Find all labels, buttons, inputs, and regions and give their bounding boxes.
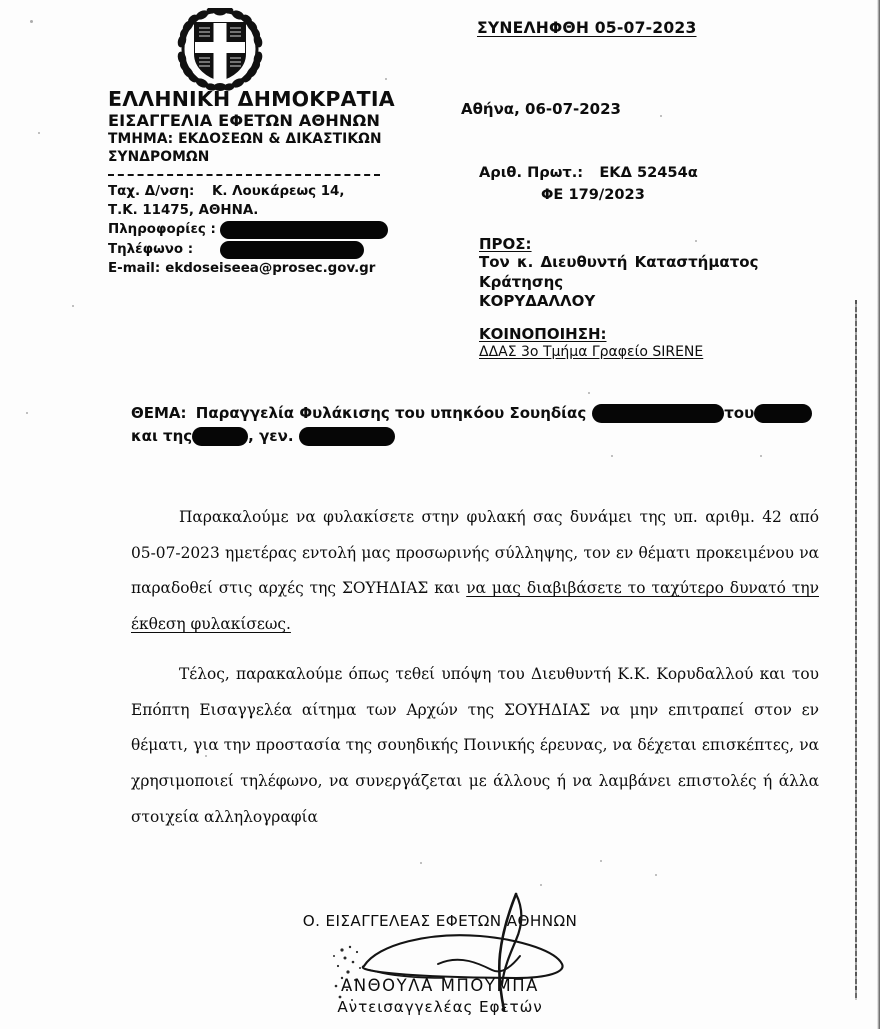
redaction-bar-subject-father [754,404,812,423]
body-paragraph-1-text: Παρακαλούμε να φυλακίσετε στην φυλακή σας δυνάμει της υπ. αριθμ. 42 από 05-07-2023 ημετέρας εντολή μας προσωρινής σύλληψης, τον εν θέματι προκειμένου να παραδοθεί στις αρχές της ΣΟΥΗΔΙΑΣ και [131,508,819,598]
contact-email-label: E-mail: [108,261,161,277]
scan-speck [385,78,387,80]
cc-line1: ΔΔΑΣ 3ο Τμήμα Γραφείο SIRENE [479,344,704,360]
subject-text-part3: και της [131,427,193,446]
contact-email-row [108,259,408,278]
address-postal-row [108,201,408,220]
subject-text-part4: , γεν. [248,427,294,446]
body-paragraph-2: Τέλος, παρακαλούμε όπως τεθεί υπόψη του Διευθυντή Κ.Κ. Κορυδαλλού και του Επόπτη Εισαγγελέα αίτημα των Αρχών της ΣΟΥΗΔΙΑΣ να μην επιτραπεί στον εν θέματι, για την προστασία της σουηδικής Ποινικής έρευνας, να δέχεται επισκέπτες, να χρησιμοποιεί τηλέφωνο, να συνεργάζεται με άλλους ή να λαμβάνει επιστολές ή άλλα στοιχεία αλληλογραφία [131,664,819,826]
contact-phone-label: Τηλέφωνο : [108,241,194,257]
subject-label: ΘΕΜΑ: [131,404,187,422]
redaction-bar-subject-birth [299,427,395,446]
signatory-title: Ο. ΕΙΣΑΓΓΕΛΕΑΣ ΕΦΕΤΩΝ ΑΘΗΝΩΝ [302,912,578,930]
scan-speck [30,20,33,23]
paragraph-spacer [131,645,819,657]
protocol-value: ΕΚΔ 52454α [599,164,698,181]
hellenic-republic-coat-of-arms-emblem [168,8,272,92]
scan-speck [660,115,662,117]
protocol-label: Αριθ. Πρωτ.: [479,164,584,181]
scan-speck [600,860,602,862]
protocol-secondary-value: ΦΕ 179/2023 [541,185,645,203]
protocol-number-block [479,162,698,206]
cc-block [479,324,849,362]
scan-speck [420,862,422,864]
contact-info-label: Πληροφορίες : [108,222,216,238]
scan-speck [611,455,613,457]
recipient-label: ΠΡΟΣ: [479,235,532,253]
redaction-bar-subject-name [592,404,724,423]
scan-speck [655,874,657,876]
address-street-value: Κ. Λουκάρεως 14, [212,183,345,199]
scan-speck [760,455,762,457]
department-name-line2: ΣΥΝΔΡΟΜΩΝ [108,148,210,165]
subject-text-part1: Παραγγελία Φυλάκισης του υπηκόου Σουηδίας [195,404,587,422]
address-postal-value: Τ.Κ. 11475, ΑΘΗΝΑ. [108,203,259,218]
signatory-role: Αντεισαγγελέας Εφετών [337,998,543,1016]
arrest-date-note: ΣΥΝΕΛΗΦΘΗ 05-07-2023 [477,19,697,37]
contact-info-row [108,220,408,239]
scan-speck [26,412,28,414]
recipient-line1: Τον κ. Διευθυντή Καταστήματος Κράτησης [479,253,759,291]
cc-label: ΚΟΙΝΟΠΟΙΗΣΗ: [479,325,607,343]
department-name-line1: ΤΜΗΜΑ: ΕΚΔΟΣΕΩΝ & ΔΙΚΑΣΤΙΚΩΝ [108,130,382,147]
scan-streak-artifact [855,300,857,1000]
contact-email-value: ekdoseiseea@prosec.gov.gr [165,261,376,277]
signature-block [0,912,880,1016]
city-and-date: Αθήνα, 06-07-2023 [461,100,621,118]
subject-text-part2: του [724,404,755,422]
address-block [108,182,408,279]
address-street-row [108,182,408,201]
body-paragraph-1 [131,500,819,643]
signatory-name: ΑΝΘΟΥΛΑ ΜΠΟΥΜΠΑ [341,976,539,995]
contact-phone-row [108,240,408,259]
organization-name: ΕΛΛΗΝΙΚΗ ΔΗΜΟΚΡΑΤΙΑ [108,87,395,111]
body-paragraph-1-underlined: να μας διαβιβάσετε το ταχύτερο δυνατό την έκθεση φυλακίσεως. [131,579,819,634]
office-name: ΕΙΣΑΓΓΕΛΙΑ ΕΦΕΤΩΝ ΑΘΗΝΩΝ [108,110,381,130]
scan-speck [38,132,40,134]
scan-speck [540,884,542,886]
dashed-divider [108,174,380,176]
redaction-bar-info [220,221,388,239]
redaction-bar-subject-mother [192,427,248,446]
subject-block [131,402,831,449]
scan-speck [72,305,74,307]
letter-body [131,500,819,838]
letterhead-block [108,88,408,279]
recipient-block [479,234,849,312]
scan-speck [588,392,590,394]
redaction-bar-phone [220,241,364,259]
address-street-label: Ταχ. Δ/νση: [108,183,195,199]
recipient-line2: ΚΟΡΥΔΑΛΛΟΥ [479,292,596,310]
